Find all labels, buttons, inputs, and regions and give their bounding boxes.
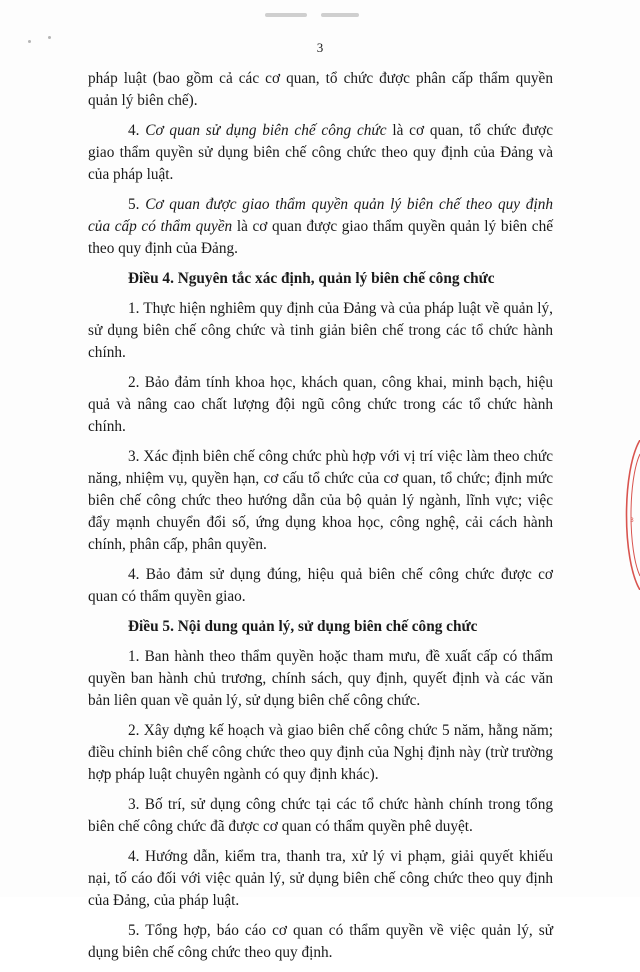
paragraph: 5. Tổng hợp, báo cáo cơ quan có thẩm quyền về việc quản lý, sử dụng biên chế công chức theo quy định. xyxy=(88,922,553,961)
paragraph: 3. Xác định biên chế công chức phù hợp với vị trí việc làm theo chức năng, nhiệm vụ, quyền hạn, cơ cấu tổ chức của cơ quan, tổ chức; định mức biên chế công chức theo hướng dẫn của bộ quản lý ngành, lĩnh vực; việc đẩy mạnh chuyển đổi số, ứng dụng khoa học, công nghệ, cải cách hành chính, phân cấp, phân quyền. xyxy=(88,448,553,553)
article-heading: Điều 5. Nội dung quản lý, sử dụng biên chế công chức xyxy=(128,618,478,635)
red-seal-edge xyxy=(620,440,640,590)
article-heading: Điều 4. Nguyên tắc xác định, quản lý biên chế công chức xyxy=(128,270,495,287)
document-body xyxy=(88,68,553,972)
clause-number: 5. xyxy=(128,196,146,213)
paragraph: 1. Ban hành theo thẩm quyền hoặc tham mưu, đề xuất cấp có thẩm quyền ban hành chủ trương, chính sách, quy định, quyết định và các văn bản liên quan về quản lý, sử dụng biên chế công chức. xyxy=(88,648,553,709)
clause-number: 4. xyxy=(128,122,146,139)
paragraph xyxy=(88,120,553,186)
paragraph: 4. Bảo đảm sử dụng đúng, hiệu quả biên chế công chức được cơ quan có thẩm quyền giao. xyxy=(88,566,553,605)
paragraph xyxy=(88,194,553,260)
page-number: 3 xyxy=(316,40,324,55)
defined-term: Cơ quan sử dụng biên chế công chức xyxy=(145,122,387,139)
paragraph: 2. Xây dựng kế hoạch và giao biên chế công chức 5 năm, hằng năm; điều chỉnh biên chế công chức theo quy định của Nghị định này (trừ trường hợp pháp luật chuyên ngành có quy định khác). xyxy=(88,722,553,783)
svg-text:3: 3 xyxy=(630,517,634,524)
paragraph: 1. Thực hiện nghiêm quy định của Đảng và của pháp luật về quản lý, sử dụng biên chế công chức và tinh giản biên chế trong các tổ chức hành chính. xyxy=(88,300,553,361)
defined-term: Cơ quan được giao thẩm quyền quản lý biên chế theo quy định của cấp có thẩm quyền xyxy=(88,196,553,235)
paragraph: pháp luật (bao gồm cả các cơ quan, tổ chức được phân cấp thẩm quyền quản lý biên chế). xyxy=(88,70,553,109)
scan-header-marks xyxy=(265,4,385,14)
definition-text: là cơ quan được giao thẩm quyền quản lý biên chế theo quy định của Đảng. xyxy=(88,218,554,257)
paragraph: 4. Hướng dẫn, kiểm tra, thanh tra, xử lý vi phạm, giải quyết khiếu nại, tố cáo đối với việc quản lý, sử dụng biên chế công chức theo quy định của Đảng, của pháp luật. xyxy=(88,848,553,909)
paragraph: 2. Bảo đảm tính khoa học, khách quan, công khai, minh bạch, hiệu quả và nâng cao chất lượng đội ngũ công chức trong các tổ chức hành chính. xyxy=(88,374,553,435)
paragraph: 3. Bố trí, sử dụng công chức tại các tổ chức hành chính trong tổng biên chế công chức đã được cơ quan có thẩm quyền phê duyệt. xyxy=(88,796,553,835)
scan-speck xyxy=(48,36,51,39)
definition-text: là cơ quan, tổ chức được giao thẩm quyền sử dụng biên chế công chức theo quy định của Đảng và của pháp luật. xyxy=(88,122,553,183)
